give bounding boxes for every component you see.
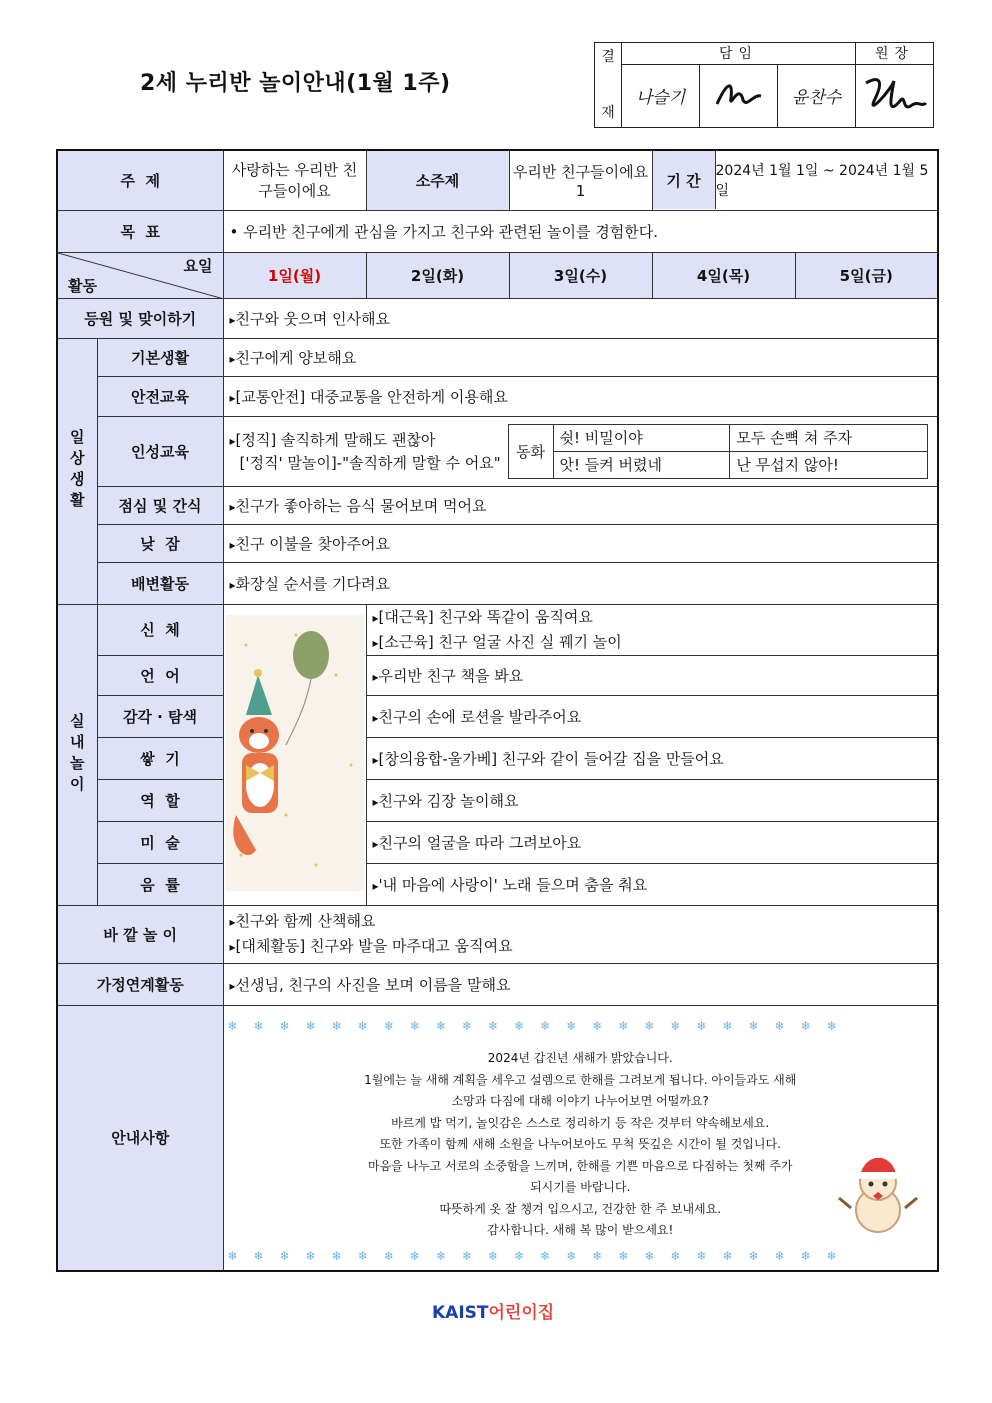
story-2: 모두 손뼉 쳐 주자	[730, 424, 927, 451]
period-cell	[652, 150, 938, 210]
notice-line-8: 따뜻하게 옷 잘 챙겨 입으시고, 건강한 한 주 보내세요.	[439, 1201, 722, 1216]
daily-life-category: 일상생활	[57, 338, 97, 604]
arrival-label: 등원 및 맞이하기	[57, 298, 223, 338]
signature-director	[856, 64, 934, 127]
notice-line-6: 마음을 나누고 서로의 소중함을 느끼며, 한해를 기쁜 마음으로 다짐하는 첫째 주가	[368, 1158, 793, 1173]
plan-table	[56, 149, 939, 1272]
signature-teacher-2	[700, 64, 778, 127]
outdoor-label: 바 깥 놀 이	[57, 905, 223, 963]
snowman-icon	[833, 1148, 923, 1238]
notice-cell	[223, 1005, 938, 1271]
goal-value: • 우리반 친구에게 관심을 가지고 친구와 관련된 놀이를 경험한다.	[223, 210, 938, 252]
home-label: 가정연계활동	[57, 963, 223, 1005]
safety-label: 안전교육	[97, 376, 223, 416]
art-label: 미 술	[97, 821, 223, 863]
new-year-poster	[223, 604, 366, 905]
approval-box	[594, 42, 934, 128]
sensory-label: 감각 · 탐색	[97, 695, 223, 737]
physical-label: 신 체	[97, 604, 223, 655]
music-value: ▸ '내 마음에 사랑이' 노래 들으며 춤을 춰요	[366, 863, 938, 905]
activity-header-label: 활동	[68, 276, 97, 295]
physical-value-1: ▸ [대근육] 친구와 똑같이 움직여요	[373, 605, 932, 630]
goal-label: 목 표	[57, 210, 223, 252]
notice-line-7: 되시기를 바랍니다.	[530, 1180, 631, 1194]
story-1: 쉿! 비밀이야	[553, 424, 730, 451]
footer-name: 어린이집	[488, 1303, 555, 1323]
day-wed: 3일(수)	[509, 252, 652, 298]
story-3: 앗! 들켜 버렸네	[553, 451, 730, 478]
toilet-label: 배변활동	[97, 562, 223, 604]
character-cell	[223, 416, 938, 486]
theme-value: 사랑하는 우리반 친구들이에요	[223, 150, 366, 210]
document-title: 2세 누리반 놀이안내(1월 1주)	[140, 71, 451, 96]
story-table	[508, 424, 928, 479]
snowflake-border-bottom: ❄❄❄❄❄❄❄❄❄❄❄❄❄❄❄❄❄❄❄❄❄❄❄❄	[227, 1248, 853, 1260]
art-value: ▸ 친구의 얼굴을 따라 그려보아요	[366, 821, 938, 863]
notice-label: 안내사항	[57, 1005, 223, 1271]
subtheme-text: 우리반 친구들이에요1	[512, 162, 649, 200]
toilet-value: ▸ 화장실 순서를 기다려요	[223, 562, 938, 604]
meal-label: 점심 및 간식	[97, 486, 223, 524]
day-header-label: 요일	[183, 256, 213, 275]
indoor-category: 실내놀이	[57, 604, 97, 905]
roleplay-value: ▸ 친구와 김장 놀이해요	[366, 779, 938, 821]
basic-value: ▸ 친구에게 양보해요	[223, 338, 938, 376]
notice-line-2: 1월에는 늘 새해 계획을 세우고 설렘으로 한해를 그려보게 됩니다. 아이들과도 새해	[364, 1072, 797, 1087]
story-label: 동화	[508, 424, 553, 478]
director-header: 원장	[856, 43, 934, 65]
sensory-value: ▸ 친구의 손에 로션을 발라주어요	[366, 695, 938, 737]
character-value-2: ['정직' 말놀이]-"솔직하게 말할 수 어요"	[239, 453, 501, 472]
signature-teacher-1: 나슬기	[622, 64, 700, 127]
arrival-value: ▸ 친구와 웃으며 인사해요	[223, 298, 938, 338]
character-value-1: ▸ [정직] 솔직하게 말해도 괜찮아	[230, 429, 502, 452]
physical-values	[366, 604, 938, 655]
outdoor-value-2: ▸ [대체활동] 친구와 발을 마주대고 움직여요	[230, 934, 932, 959]
story-4: 난 무섭지 않아!	[730, 451, 927, 478]
notice-line-9: 감사합니다. 새해 복 많이 받으세요!	[487, 1223, 674, 1237]
period-label: 기 간	[653, 151, 716, 209]
notice-line-3: 소망과 다짐에 대해 이야기 나누어보면 어떨까요?	[451, 1094, 709, 1108]
snowflake-border-top: ❄❄❄❄❄❄❄❄❄❄❄❄❄❄❄❄❄❄❄❄❄❄❄❄	[227, 1019, 853, 1030]
home-value: ▸ 선생님, 친구의 사진을 보며 이름을 말해요	[223, 963, 938, 1005]
safety-value: ▸ [교통안전] 대중교통을 안전하게 이용해요	[223, 376, 938, 416]
signature-teacher-3: 윤찬수	[778, 64, 856, 127]
blocks-value: ▸ [창의융합-울가베] 친구와 같이 들어갈 집을 만들어요	[366, 737, 938, 779]
roleplay-label: 역 할	[97, 779, 223, 821]
theme-label: 주 제	[57, 150, 223, 210]
teacher-header: 담임	[622, 43, 856, 65]
outdoor-value-1: ▸ 친구와 함께 산책해요	[230, 909, 932, 934]
nap-value: ▸ 친구 이불을 찾아주어요	[223, 524, 938, 562]
period-value: 2024년 1월 1일 ~ 2024년 1월 5일	[715, 163, 929, 200]
meal-value: ▸ 친구가 좋아하는 음식 물어보며 먹어요	[223, 486, 938, 524]
footer-brand: KAIST	[432, 1303, 489, 1323]
subtheme-value	[509, 150, 652, 210]
subtheme-label: 소주제	[366, 150, 509, 210]
fox-balloon-illustration	[226, 615, 364, 891]
day-thu: 4일(목)	[652, 252, 795, 298]
character-label: 인성교육	[97, 416, 223, 486]
nap-label: 낮 잠	[97, 524, 223, 562]
music-label: 음 률	[97, 863, 223, 905]
approval-label: 결 재	[595, 43, 622, 128]
language-label: 언 어	[97, 655, 223, 695]
basic-label: 기본생활	[97, 338, 223, 376]
day-tue: 2일(화)	[366, 252, 509, 298]
blocks-label: 쌓 기	[97, 737, 223, 779]
language-value: ▸ 우리반 친구 책을 봐요	[366, 655, 938, 695]
notice-line-5: 또한 가족이 함께 새해 소원을 나누어보아도 무척 뜻깊은 시간이 될 것입니다.	[379, 1137, 781, 1151]
notice-line-1: 2024년 갑진년 새해가 밝았습니다.	[487, 1051, 673, 1065]
outdoor-values	[223, 905, 938, 963]
notice-line-4: 바르게 밥 먹기, 놀잇감은 스스로 정리하기 등 작은 것부터 약속해보세요.	[391, 1115, 770, 1130]
day-fri: 5일(금)	[795, 252, 938, 298]
day-mon: 1일(월)	[223, 252, 366, 298]
footer-logo	[432, 1298, 554, 1323]
day-activity-header	[57, 252, 223, 298]
physical-value-2: ▸ [소근육] 친구 얼굴 사진 실 꿰기 놀이	[373, 630, 932, 655]
